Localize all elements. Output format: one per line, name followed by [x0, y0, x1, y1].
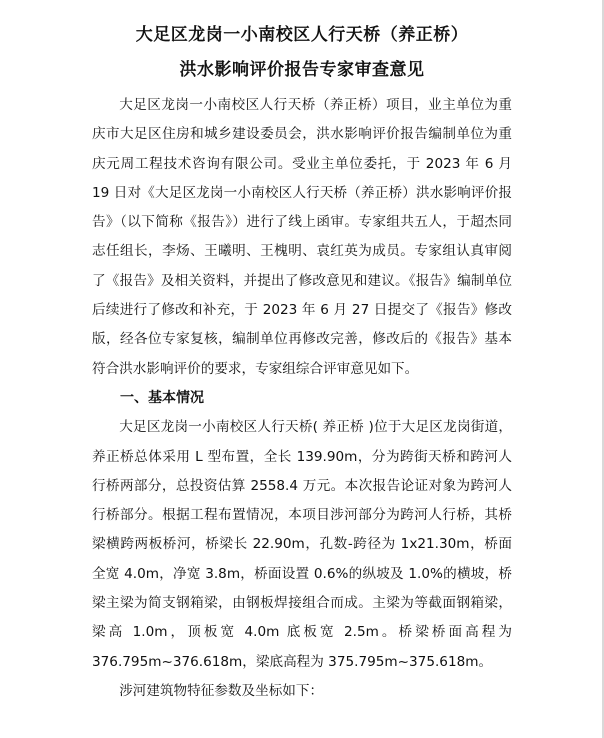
section-1-paragraph: 大足区龙岗一小南校区人行天桥( 养正桥 )位于大足区龙岗街道，养正桥总体采用 L 型布置，全长 139.90m，分为跨街天桥和跨河人行桥两部分，总投资估算 2558.4 万元。本次报告论证对象为跨河人行桥部分。根据工程布置情况，本项目涉河部分为跨河人行桥，其桥梁横跨两板桥河，桥梁长 22.90m，孔数-跨径为 1x21.30m，桥面全宽 4.0m，净宽 3.8m，桥面设置 0.6%的纵坡及 1.0%的横坡，桥梁主梁为简支钢箱梁，由钢板焊接组合而成。主梁为等截面钢箱梁，梁高 1.0m，顶板宽 4.0m 底板宽 2.5m。桥梁桥面高程为 376.795m~376.618m，梁底高程为 375.795m~375.618m。	[92, 419, 512, 670]
document-title-line-2: 洪水影响评价报告专家审查意见	[179, 60, 425, 80]
intro-paragraph: 大足区龙岗一小南校区人行天桥（养正桥）项目，业主单位为重庆市大足区住房和城乡建设委员会，洪水影响评价报告编制单位为重庆元周工程技术咨询有限公司。受业主单位委托，于 2023 年 6 月 19 日对《大足区龙岗一小南校区人行天桥（养正桥）洪水影响评价报告》（以下简称《报告》）进行了线上函审。专家组共五人，于超杰同志任组长，李炀、王曦明、王槐明、袁红英为成员。专家组认真审阅了《报告》及相关资料，并提出了修改意见和建议。《报告》编制单位后续进行了修改和补充，于 2023 年 6 月 27 日提交了《报告》修改版，经各位专家复核，编制单位再修改完善，修改后的《报告》基本符合洪水影响评价的要求，专家组综合评审意见如下。	[92, 97, 512, 377]
section-1-heading: 一、基本情况	[120, 389, 204, 406]
document-title-line-1: 大足区龙岗一小南校区人行天桥（养正桥）	[135, 25, 469, 45]
closing-line: 涉河建筑物特征参数及坐标如下：	[119, 682, 324, 699]
